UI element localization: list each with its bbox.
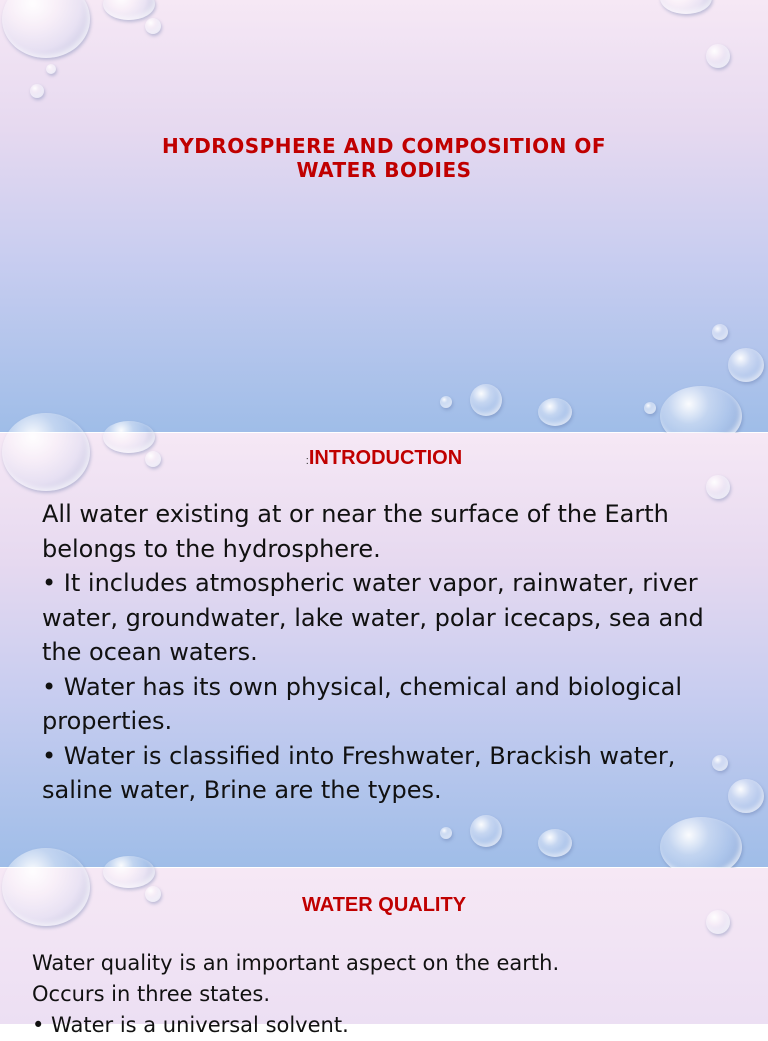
water-drop-decoration xyxy=(440,396,452,408)
heading-text: INTRODUCTION xyxy=(308,447,463,469)
water-drop-decoration xyxy=(2,0,90,58)
body-paragraph: • Water is a universal solvent. xyxy=(32,1013,349,1037)
slide-heading xyxy=(0,447,768,470)
water-drop-decoration xyxy=(145,18,161,34)
water-drop-decoration xyxy=(712,324,728,340)
title-slide xyxy=(0,0,768,432)
body-paragraph: Water quality is an important aspect on the earth. xyxy=(32,951,560,975)
slide-body xyxy=(32,948,732,1041)
body-paragraph: All water existing at or near the surface of the Earth belongs to the hydrosphere. xyxy=(42,500,669,563)
water-drop-decoration xyxy=(440,827,452,839)
water-drop-decoration xyxy=(538,398,572,426)
water-drop-decoration xyxy=(46,64,56,74)
body-paragraph: Occurs in three states. xyxy=(32,982,271,1006)
introduction-slide xyxy=(0,433,768,867)
water-quality-slide xyxy=(0,868,768,1037)
water-drop-decoration xyxy=(706,475,730,499)
heading-prefix: : xyxy=(305,455,309,467)
water-drop-decoration xyxy=(103,856,155,888)
slide-title-line-2: WATER BODIES xyxy=(296,158,472,182)
heading-text: WATER QUALITY xyxy=(301,894,467,916)
water-drop-decoration xyxy=(706,44,730,68)
water-drop-decoration xyxy=(470,384,502,416)
body-paragraph: • Water is classified into Freshwater, Brackish water, saline water, Brine are the types. xyxy=(42,741,676,804)
slide-title-line-1: HYDROSPHERE AND COMPOSITION OF xyxy=(161,134,607,158)
water-drop-decoration xyxy=(30,84,44,98)
slide-body xyxy=(42,497,742,808)
water-drop-decoration xyxy=(470,815,502,847)
water-drop-decoration xyxy=(660,0,712,14)
body-paragraph: • It includes atmospheric water vapor, rainwater, river water, groundwater, lake water, polar icecaps, sea and the ocean waters. xyxy=(42,569,704,666)
water-drop-decoration xyxy=(103,0,155,20)
water-drop-decoration xyxy=(644,402,656,414)
slide-title xyxy=(0,134,768,182)
slide-heading xyxy=(0,894,768,917)
body-paragraph: • Water has its own physical, chemical and biological properties. xyxy=(42,672,683,735)
water-drop-decoration xyxy=(728,348,764,382)
water-drop-decoration xyxy=(538,829,572,857)
